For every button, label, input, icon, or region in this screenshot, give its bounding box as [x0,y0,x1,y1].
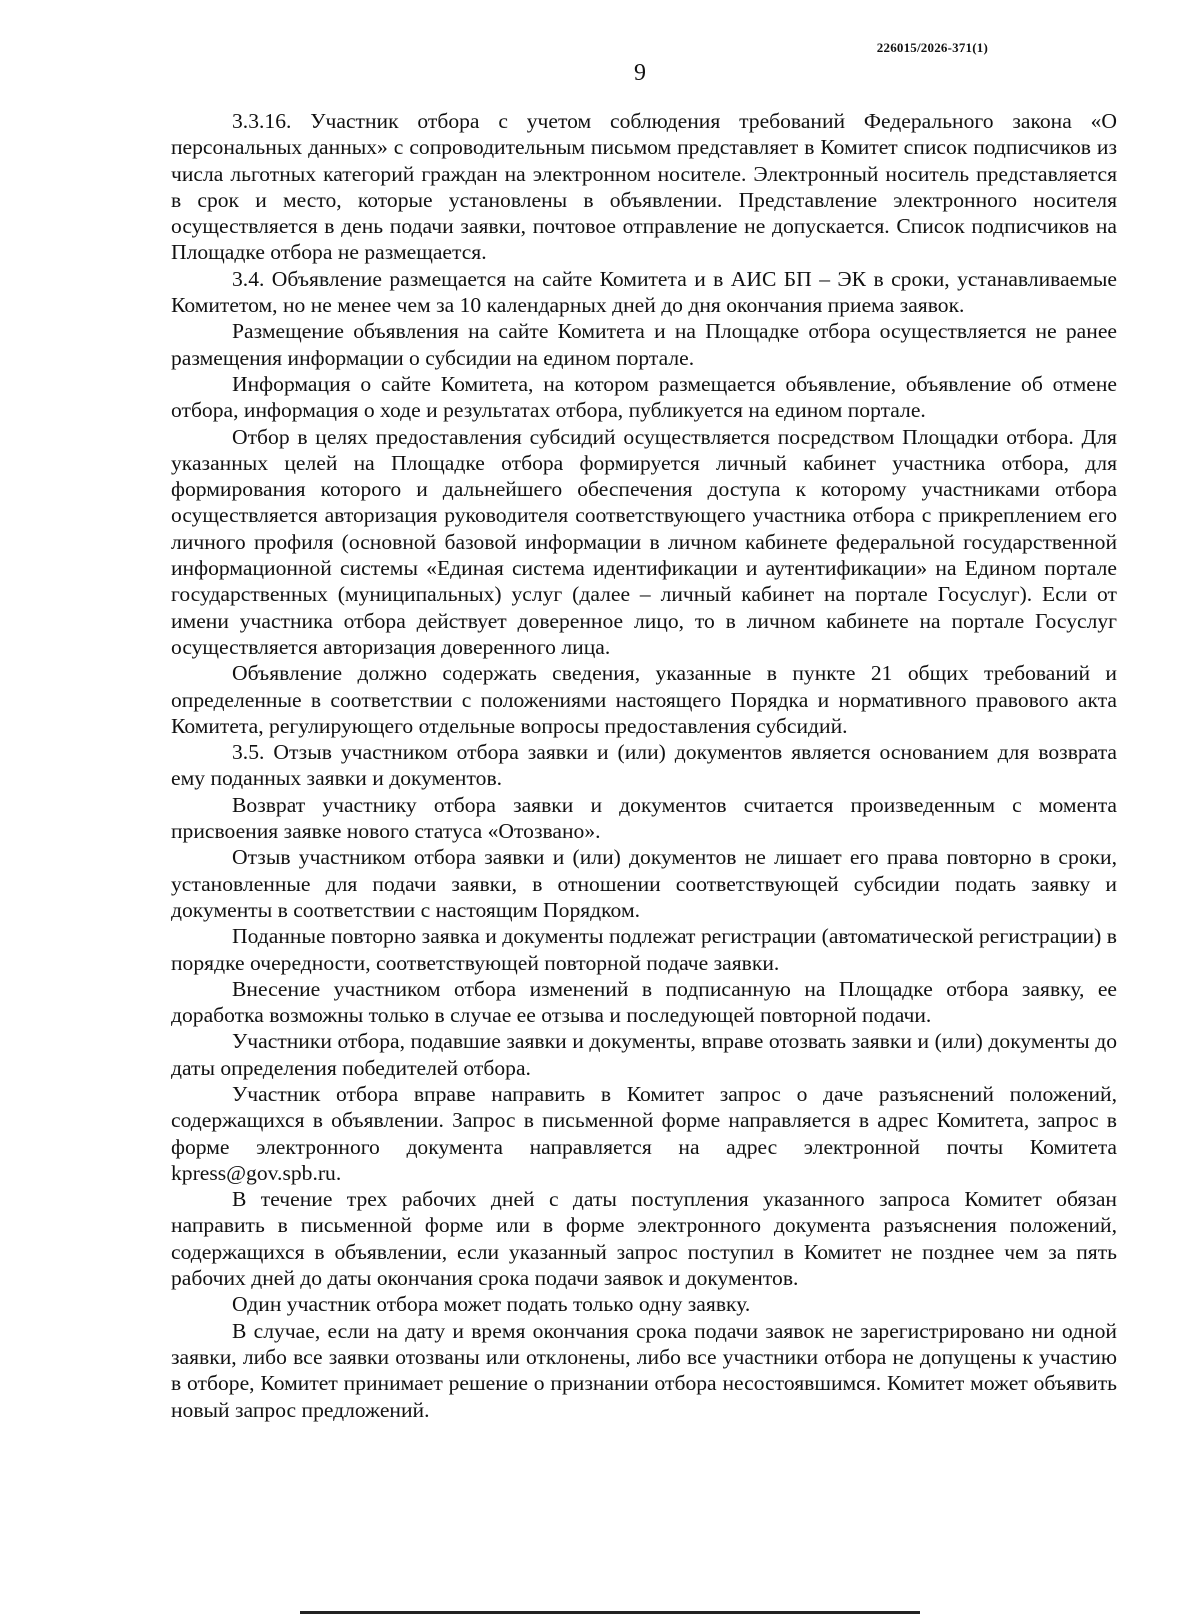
paragraph: В течение трех рабочих дней с даты поступления указанного запроса Комитет обязан направить в письменной форме или в форме электронного документа разъяснения положений, содержащихся в объявлении, если указанный запрос поступил в Комитет не позднее чем за пять рабочих дней до даты окончания срока подачи заявок и документов. [171,1187,1117,1291]
document-body [171,108,1117,1423]
paragraph: Участники отбора, подавшие заявки и документы, вправе отозвать заявки и (или) документы до даты определения победителей отбора. [171,1029,1117,1080]
paragraph: Возврат участнику отбора заявки и документов считается произведенным с момента присвоения заявке нового статуса «Отозвано». [171,792,1117,844]
paragraph: Информация о сайте Комитета, на котором размещается объявление, объявление об отмене отбора, информация о ходе и результатах отбора, публикуется на едином портале. [171,371,1117,423]
paragraph: Участник отбора вправе направить в Комитет запрос о даче разъяснений положений, содержащихся в объявлении. Запрос в письменной форме направляется в адрес Комитета, запрос в форме электронного документа направляется на адрес электронной почты Комитета kpress@gov.spb.ru. [171,1081,1117,1185]
paragraph: В случае, если на дату и время окончания срока подачи заявок не зарегистрировано ни одной заявки, либо все заявки отозваны или отклонены, либо все участники отбора не допущены к участию в отборе, Комитет принимает решение о признании отбора несостоявшимся. Комитет может объявить новый запрос предложений. [171,1318,1117,1422]
paragraph-3-4: 3.4. Объявление размещается на сайте Комитета и в АИС БП – ЭК в сроки, устанавливаемые Комитетом, но не менее чем за 10 календарных дней до дня окончания приема заявок. [171,266,1117,318]
paragraph-3-3-16: 3.3.16. Участник отбора с учетом соблюдения требований Федерального закона «О персональных данных» с сопроводительным письмом представляет в Комитет список подписчиков из числа льготных категорий граждан на электронном носителе. Электронный носитель представляется в срок и место, которые установлены в объявлении. Представление электронного носителя осуществляется в день подачи заявки, почтовое отправление не допускается. Список подписчиков на Площадке отбора не размещается. [171,109,1117,265]
document-registration-code: 226015/2026-371(1) [876,40,988,55]
page-number: 9 [634,60,646,86]
paragraph-3-5: 3.5. Отзыв участником отбора заявки и (или) документов является основанием для возврата ему поданных заявки и документов. [171,740,1117,791]
paragraph: Размещение объявления на сайте Комитета и на Площадке отбора осуществляется не ранее размещения информации о субсидии на едином портале. [171,319,1117,370]
paragraph: Поданные повторно заявка и документы подлежат регистрации (автоматической регистрации) в порядке очередности, соответствующей повторной подаче заявки. [171,924,1117,975]
scan-bottom-edge-line [300,1611,920,1614]
paragraph: Отзыв участником отбора заявки и (или) документов не лишает его права повторно в сроки, установленные для подачи заявки, в отношении соответствующей субсидии подать заявку и документы в соответствии с настоящим Порядком. [171,845,1117,922]
paragraph: Отбор в целях предоставления субсидий осуществляется посредством Площадки отбора. Для указанных целей на Площадке отбора формируется личный кабинет участника отбора, для формирования которого и дальнейшего обеспечения доступа к которому участниками отбора осуществляется авторизация руководителя соответствующего участника отбора с прикреплением его личного профиля (основной базовой информации в личном кабинете федеральной государственной информационной системы «Единая система идентификации и аутентификации» на Едином портале государственных (муниципальных) услуг (далее – личный кабинет на портале Госуслуг). Если от имени участника отбора действует доверенное лицо, то в личном кабинете на портале Госуслуг осуществляется авторизация доверенного лица. [171,424,1117,659]
paragraph: Внесение участником отбора изменений в подписанную на Площадке отбора заявку, ее доработка возможны только в случае ее отзыва и последующей повторной подачи. [171,976,1117,1028]
paragraph: Объявление должно содержать сведения, указанные в пункте 21 общих требований и определенные в соответствии с положениями настоящего Порядка и нормативного правового акта Комитета, регулирующего отдельные вопросы предоставления субсидий. [171,661,1117,738]
paragraph: Один участник отбора может подать только одну заявку. [232,1292,751,1317]
